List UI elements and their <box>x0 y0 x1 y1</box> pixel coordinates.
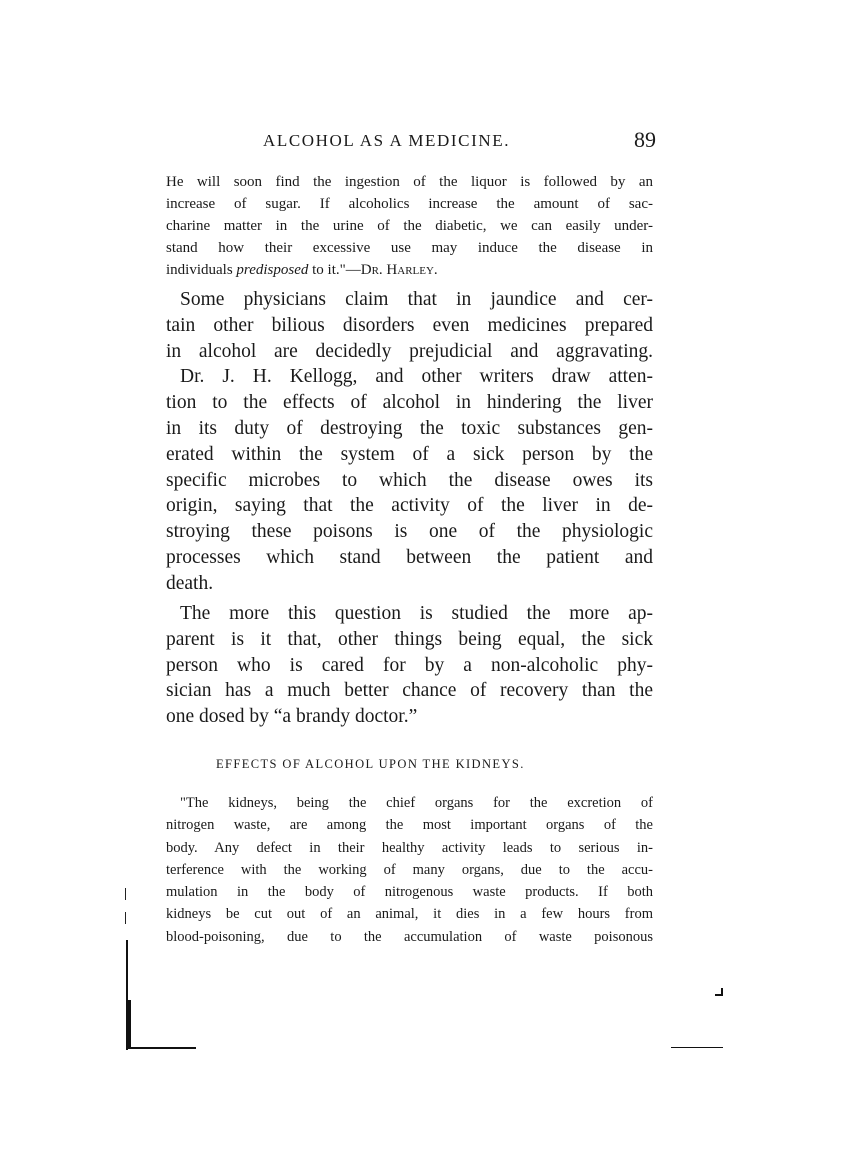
paragraph-line: specific microbes to which the disease owes its <box>166 469 653 491</box>
quote-line: blood-poisoning, due to the accumulation of waste poisonous <box>166 928 653 945</box>
quote-line: terference with the working of many organs, due to the accu- <box>166 861 653 878</box>
quote-line: charine matter in the urine of the diabetic, we can easily under- <box>166 218 653 234</box>
quote-line: stand how their excessive use may induce the disease in <box>166 240 653 256</box>
paragraph-line: in alcohol are decidedly prejudicial and aggravating. <box>166 340 653 362</box>
paragraph-line: tain other bilious disorders even medicines prepared <box>166 314 653 336</box>
quote-line <box>166 259 653 281</box>
body-paragraphs <box>166 287 653 597</box>
scan-edge-line <box>671 1047 723 1048</box>
quote-line: nitrogen waste, are among the most important organs of the <box>166 817 653 834</box>
paragraph-line: death. <box>166 572 214 594</box>
paragraph-line: The more this question is studied the more ap- <box>180 603 653 624</box>
paragraph-line: tion to the effects of alcohol in hindering the liver <box>166 392 653 414</box>
scan-edge-line <box>128 1000 131 1048</box>
running-title: ALCOHOL AS A MEDICINE. <box>263 131 511 150</box>
paragraph-line: processes which stand between the patient and <box>166 546 653 568</box>
quote-text: to it."— <box>308 262 361 278</box>
quote-text: individuals <box>166 262 237 278</box>
paragraph-line: in its duty of destroying the toxic substances gen- <box>166 417 653 439</box>
quote-line: He will soon find the ingestion of the liquor is followed by an <box>166 174 653 190</box>
scan-mark <box>125 888 126 900</box>
quote-line: increase of sugar. If alcoholics increase the amount of sac- <box>166 196 653 212</box>
paragraph-line: one dosed by “a brandy doctor.” <box>166 706 418 728</box>
quote-kidneys <box>166 792 653 948</box>
scan-mark <box>721 988 723 996</box>
paragraph-line: parent is it that, other things being equal, the sick <box>166 628 653 650</box>
quote-line: kidneys be cut out of an animal, it dies in a few hours from <box>166 906 653 923</box>
scan-edge-line <box>128 1047 196 1049</box>
paragraph-line: Dr. J. H. Kellogg, and other writers draw atten- <box>180 366 653 388</box>
scan-mark <box>125 912 126 924</box>
quote-emphasis: predisposed <box>236 262 309 278</box>
page-number: 89 <box>634 127 656 152</box>
paragraph-line: Some physicians claim that in jaundice and cer- <box>180 289 653 310</box>
running-header <box>166 127 656 158</box>
paragraph-brandy-doctor <box>166 601 653 730</box>
paragraph-line: person who is cared for by a non-alcoholic phy- <box>166 654 653 676</box>
quote-line: mulation in the body of nitrogenous waste products. If both <box>166 884 653 901</box>
paragraph-line: erated within the system of a sick person by the <box>166 443 653 465</box>
paragraph-line: stroying these poisons is one of the physiologic <box>166 521 653 543</box>
quote-harley <box>166 171 653 281</box>
quote-author: Dr. Harley. <box>360 262 438 278</box>
paragraph-line: sician has a much better chance of recovery than the <box>166 680 653 702</box>
paragraph-line: origin, saying that the activity of the liver in de- <box>166 495 653 517</box>
quote-line: body. Any defect in their healthy activity leads to serious in- <box>166 839 653 856</box>
quote-line: "The kidneys, being the chief organs for the excretion of <box>180 795 653 811</box>
section-heading: EFFECTS OF ALCOHOL UPON THE KIDNEYS. <box>216 757 525 771</box>
